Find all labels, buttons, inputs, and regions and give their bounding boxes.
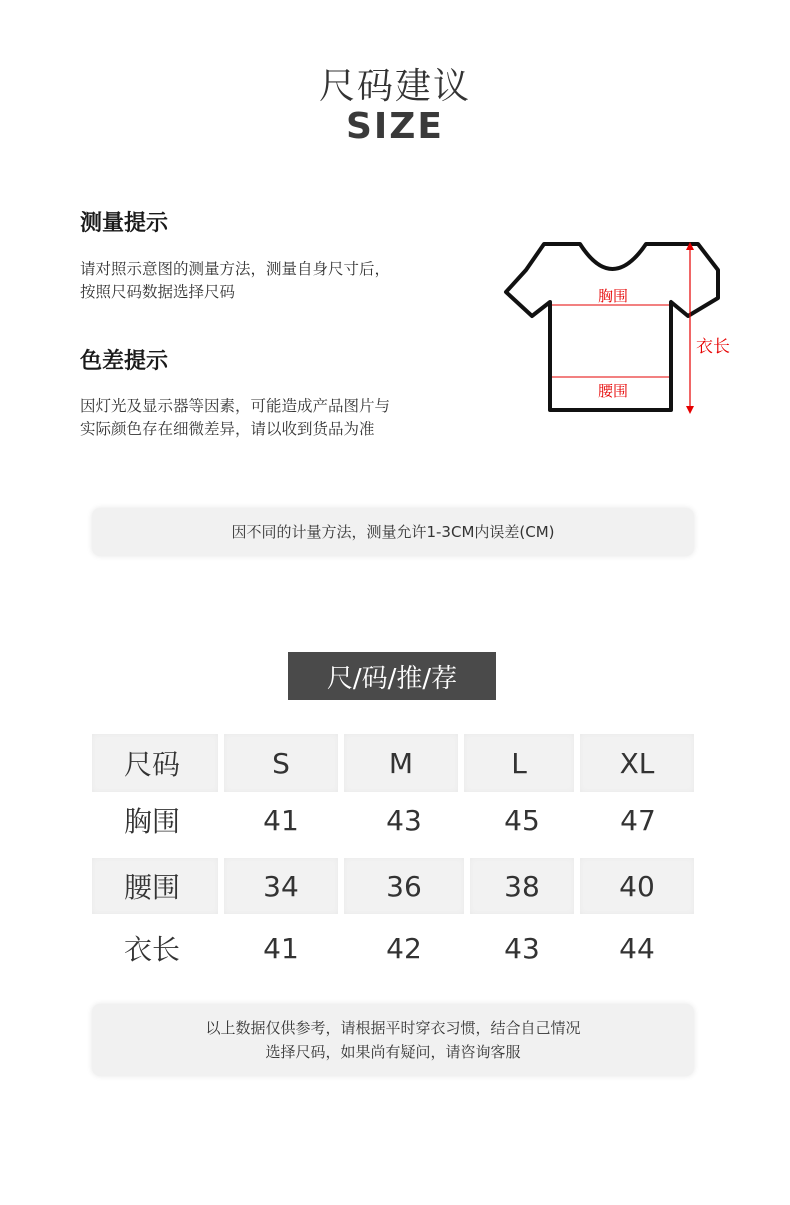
color-tip-heading: 色差提示 — [80, 349, 169, 374]
table-cell: 43 — [504, 931, 540, 965]
measure-tip-heading: 测量提示 — [80, 211, 169, 236]
table-header-size-m: M — [344, 734, 458, 792]
table-cell: 34 — [224, 858, 338, 914]
chest-label: 胸围 — [597, 287, 629, 305]
table-cell: 42 — [386, 931, 422, 965]
measurement-error-note: 因不同的计量方法，测量允许1-3CM内误差(CM) — [92, 508, 694, 556]
table-header-label: 尺码 — [92, 734, 218, 792]
row-label-length: 衣长 — [124, 933, 181, 966]
page-subtitle: SIZE — [345, 106, 445, 147]
waist-label: 腰围 — [597, 382, 629, 400]
measure-tip-text: 请对照示意图的测量方法，测量自身尺寸后， 按照尺码数据选择尺码 — [80, 260, 391, 301]
table-header-size-l: L — [464, 734, 574, 792]
size-advice-note: 以上数据仅供参考，请根据平时穿衣习惯，结合自己情况 选择尺码，如果尚有疑问，请咨询客服 — [92, 1004, 694, 1076]
table-cell: 44 — [619, 931, 655, 965]
tshirt-diagram — [500, 236, 750, 422]
length-arrow-bottom — [686, 406, 694, 414]
length-label: 衣长 — [696, 337, 730, 357]
table-cell: 40 — [580, 858, 694, 914]
table-cell: 47 — [620, 803, 656, 837]
table-cell: 41 — [263, 931, 299, 965]
color-tip-text: 因灯光及显示器等因素，可能造成产品图片与 实际颜色存在细微差异，请以收到货品为准 — [80, 397, 391, 438]
table-header-size-xl: XL — [580, 734, 694, 792]
page-title: 尺码建议 — [318, 66, 471, 107]
table-cell: 45 — [504, 803, 540, 837]
size-recommend-tag: 尺/码/推/荐 — [288, 652, 496, 700]
row-label-chest: 胸围 — [124, 805, 181, 838]
row-label-waist: 腰围 — [92, 858, 218, 914]
table-cell: 43 — [386, 803, 422, 837]
table-cell: 36 — [344, 858, 464, 914]
table-cell: 38 — [470, 858, 574, 914]
table-header-size-s: S — [224, 734, 338, 792]
table-cell: 41 — [263, 803, 299, 837]
